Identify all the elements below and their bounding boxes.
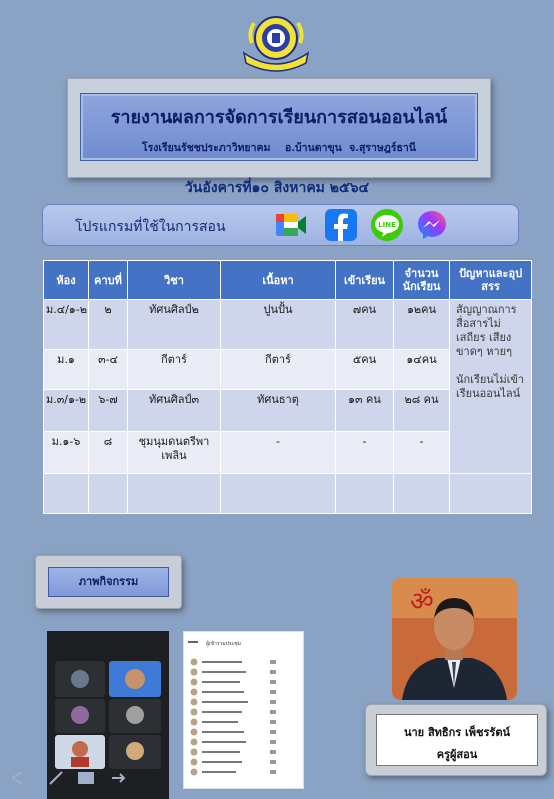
table-row [44,300,532,350]
program-bar [42,204,519,246]
cell-attended: ๗คน [336,300,394,350]
cell-content: กีตาร์ [221,350,336,390]
meet-icon [274,208,308,242]
activity-button-frame [35,555,182,609]
participants-screenshot [183,631,304,789]
participant-list-image [184,632,303,788]
cell-room: ม.๑-๖ [44,432,89,474]
cell-content: - [221,432,336,474]
cell-period: ๖-๗ [89,390,128,432]
cell-room: ม.๔/๑-๒ [44,300,89,350]
empty-cell [128,474,221,514]
header-total: จำนวนนักเรียน [394,261,450,300]
empty-cell [221,474,336,514]
cell-subject: ชุมนุมดนตรีพาเพลิน [128,432,221,474]
title-box [80,93,478,161]
cell-room: ม.๓/๑-๒ [44,390,89,432]
teacher-name-frame [365,704,547,776]
messenger-icon [415,208,449,242]
cell-period: ๒ [89,300,128,350]
school-line: โรงเรียนรัชชประภาวิทยาคม อ.บ้านตาขุน จ.สุราษฎร์ธานี [142,142,416,154]
cell-subject: ทัศนศิลป์๓ [128,390,221,432]
empty-cell [450,474,532,514]
header-subject: วิชา [128,261,221,300]
header-problems: ปัญหาและอุปสรร [450,261,532,300]
cell-subject: กีตาร์ [128,350,221,390]
slide-nav-controls[interactable] [0,766,160,796]
header-attended: เข้าเรียน [336,261,394,300]
school-logo [240,13,312,73]
cell-attended: - [336,432,394,474]
header-period: คาบที่ [89,261,128,300]
cell-period: ๓-๔ [89,350,128,390]
svg-text:ॐ: ॐ [410,587,434,617]
cell-problems: สัญญาณการสื่อสารไม่เสถียร เสียงขาดๆ หายๆ นักเรียนไม่เข้าเรียนออนไลน์ [450,300,532,474]
cell-attended: ๕คน [336,350,394,390]
report-table [43,260,532,514]
cell-attended: ๑๓ คน [336,390,394,432]
program-label: โปรแกรมที่ใช้ในการสอน [75,219,226,235]
teacher-name-box [376,714,538,766]
cell-content: ทัศนธาตุ [221,390,336,432]
teacher-photo [392,578,517,700]
teacher-photo-image [392,578,517,700]
cell-room: ม.๑ [44,350,89,390]
teacher-role: ครูผู้สอน [436,748,478,761]
facebook-icon [324,208,358,242]
empty-cell [44,474,89,514]
cell-subject: ทัศนศิลป์๒ [128,300,221,350]
page-title: รายงานผลการจัดการเรียนการสอนออนไลน์ [110,107,448,128]
cell-total: ๑๔คน [394,350,450,390]
line-icon [370,208,404,242]
cell-total: ๑๒คน [394,300,450,350]
cell-content: ปูนปั้น [221,300,336,350]
empty-cell [394,474,450,514]
cell-period: ๘ [89,432,128,474]
empty-cell [336,474,394,514]
empty-cell [89,474,128,514]
report-date: วันอังคารที่๑๐ สิงหาคม ๒๕๖๔ [184,180,370,196]
svg-text:LINE: LINE [378,221,396,229]
cell-total: - [394,432,450,474]
header-room: ห้อง [44,261,89,300]
cell-total: ๒๘ คน [394,390,450,432]
teacher-name: นาย สิทธิกร เพ็ชรรัตน์ [403,726,510,739]
title-frame [67,78,491,178]
header-content: เนื้อหา [221,261,336,300]
activity-button[interactable]: ภาพกิจกรรม [48,567,169,597]
table-row-empty [44,474,532,514]
participants-title: ผู้เข้าร่วมประชุม [206,641,241,647]
